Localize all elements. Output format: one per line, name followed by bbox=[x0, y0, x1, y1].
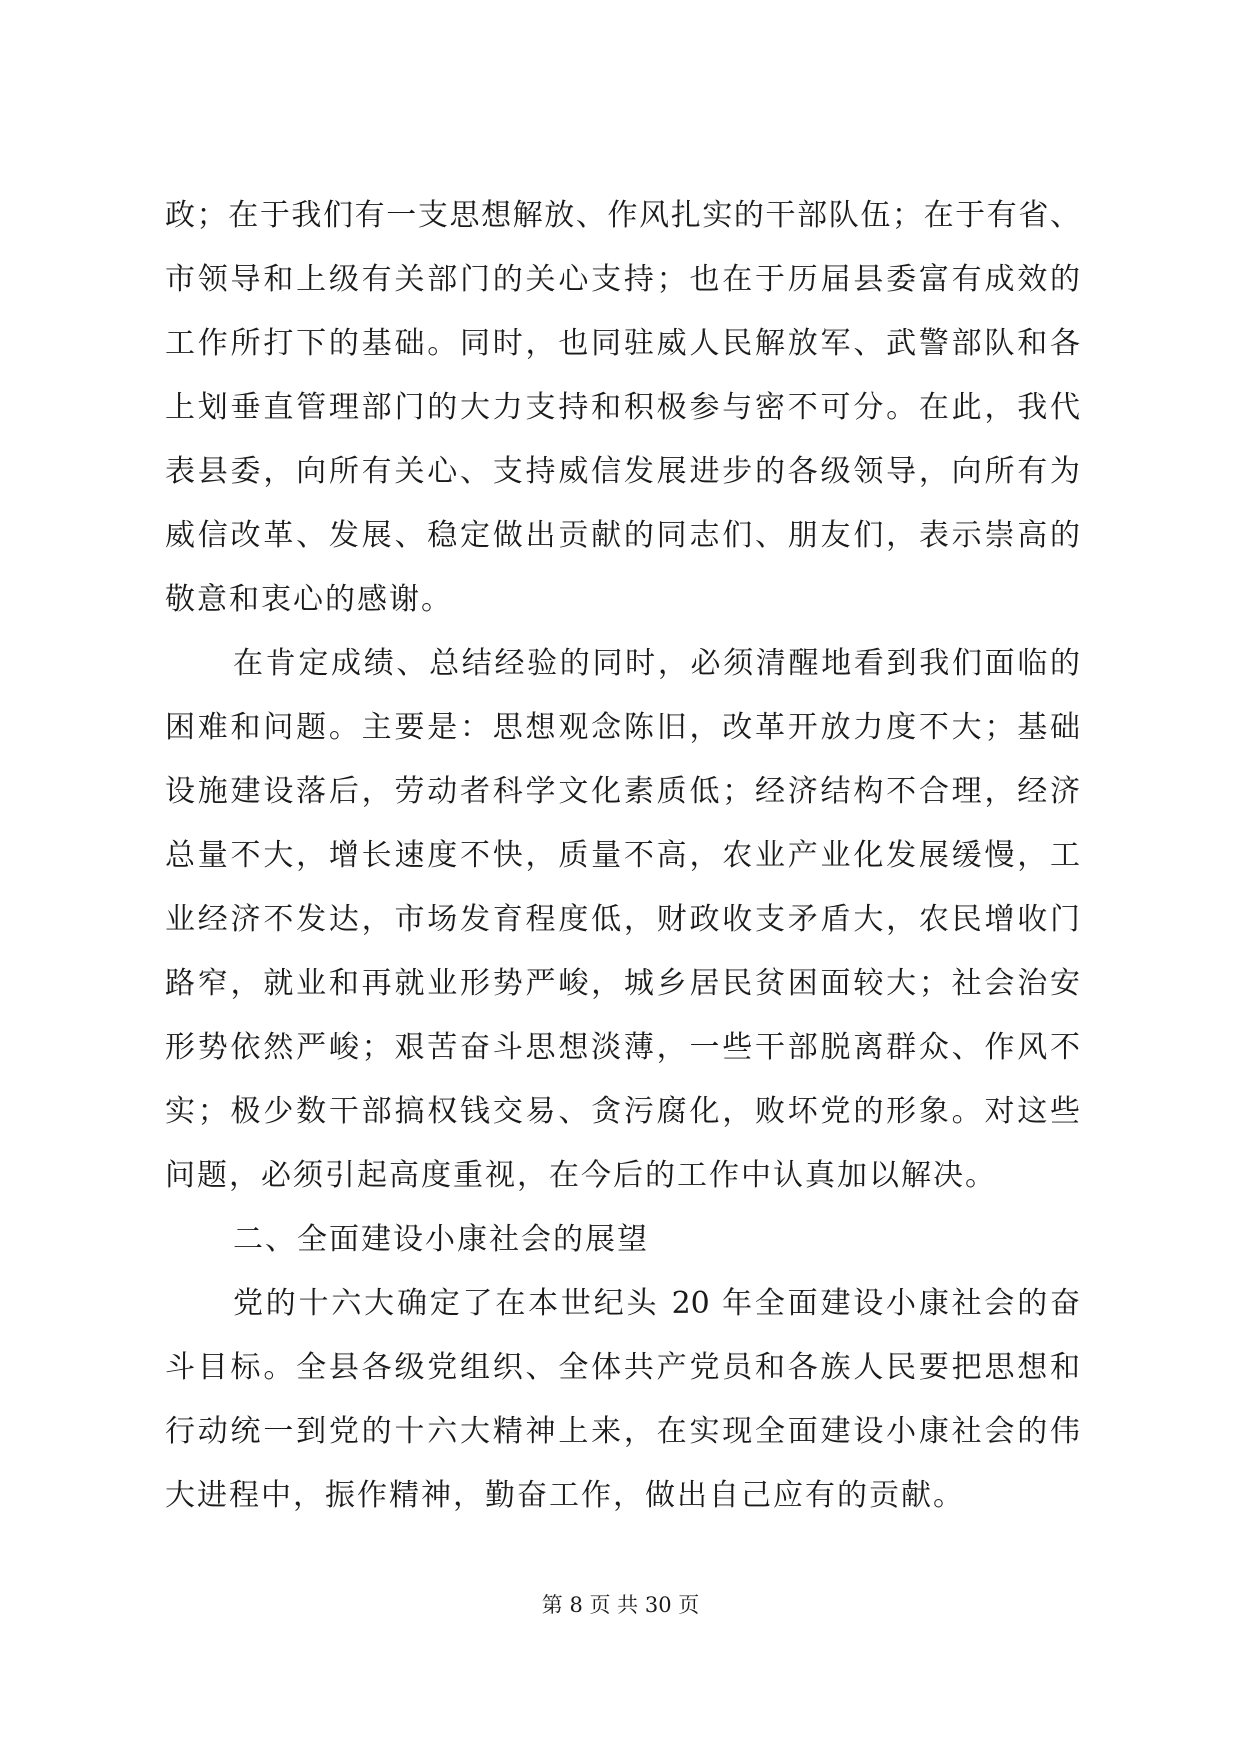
text-line: 党的十六大确定了在本世纪头 20 年全面建设小康社会的奋 bbox=[233, 1286, 1080, 1321]
text-line: 斗目标。全县各级党组织、全体共产党员和各族人民要把思想和 bbox=[165, 1350, 1080, 1385]
section-heading: 二、全面建设小康社会的展望 bbox=[233, 1222, 649, 1257]
document-body bbox=[165, 184, 1080, 1528]
text-line: 问题，必须引起高度重视，在今后的工作中认真加以解决。 bbox=[165, 1158, 997, 1193]
text-line: 大进程中，振作精神，勤奋工作，做出自己应有的贡献。 bbox=[165, 1478, 965, 1513]
text-line: 业经济不发达，市场发育程度低，财政收支矛盾大，农民增收门 bbox=[165, 902, 1080, 937]
text-line: 市领导和上级有关部门的关心支持；也在于历届县委富有成效的 bbox=[165, 262, 1080, 297]
text-line: 设施建设落后，劳动者科学文化素质低；经济结构不合理，经济 bbox=[165, 774, 1080, 809]
text-line: 敬意和衷心的感谢。 bbox=[165, 582, 453, 617]
text-line: 上划垂直管理部门的大力支持和积极参与密不可分。在此，我代 bbox=[165, 390, 1080, 425]
text-line: 困难和问题。主要是：思想观念陈旧，改革开放力度不大；基础 bbox=[165, 710, 1080, 745]
text-line: 表县委，向所有关心、支持威信发展进步的各级领导，向所有为 bbox=[165, 454, 1080, 489]
page-number-footer: 第 8 页 共 30 页 bbox=[541, 1593, 700, 1617]
text-line: 行动统一到党的十六大精神上来，在实现全面建设小康社会的伟 bbox=[165, 1414, 1080, 1449]
text-line: 在肯定成绩、总结经验的同时，必须清醒地看到我们面临的 bbox=[233, 646, 1080, 681]
text-line: 政；在于我们有一支思想解放、作风扎实的干部队伍；在于有省、 bbox=[165, 198, 1080, 233]
text-line: 形势依然严峻；艰苦奋斗思想淡薄，一些干部脱离群众、作风不 bbox=[165, 1030, 1080, 1065]
text-line: 路窄，就业和再就业形势严峻，城乡居民贫困面较大；社会治安 bbox=[165, 966, 1080, 1001]
text-line: 工作所打下的基础。同时，也同驻威人民解放军、武警部队和各 bbox=[165, 326, 1080, 361]
text-line: 实；极少数干部搞权钱交易、贪污腐化，败坏党的形象。对这些 bbox=[165, 1094, 1080, 1129]
text-line: 总量不大，增长速度不快，质量不高，农业产业化发展缓慢，工 bbox=[165, 838, 1080, 873]
text-line: 威信改革、发展、稳定做出贡献的同志们、朋友们，表示崇高的 bbox=[165, 518, 1080, 553]
